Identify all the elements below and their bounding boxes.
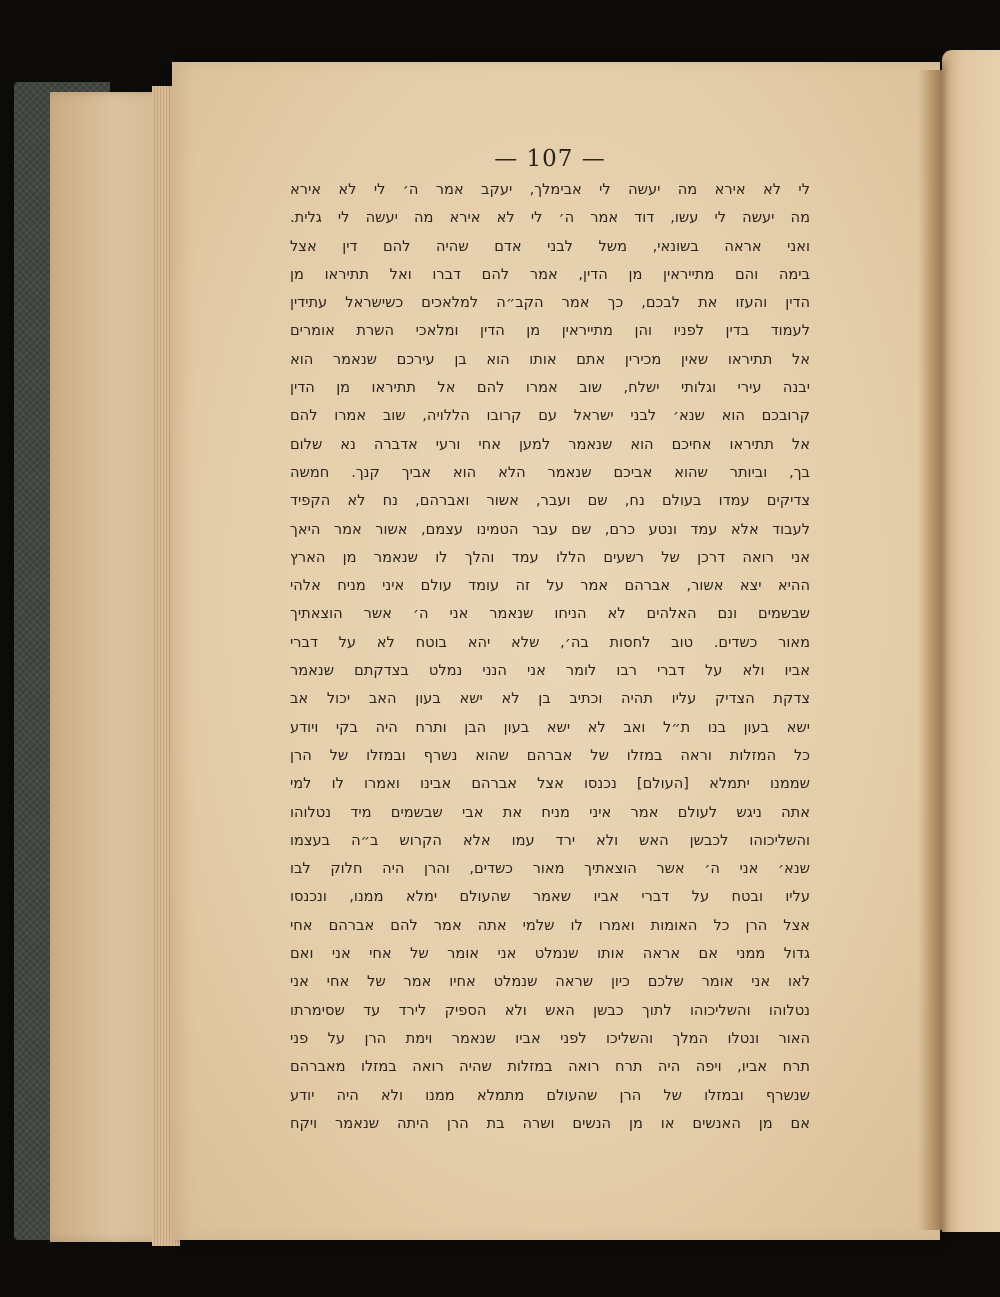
text-line: ישא בעון בנו ת״ל ואב לא ישא בעון הבן ותרח היה בקי ויודע bbox=[290, 718, 810, 736]
text-line: כל המזלות וראה במזלו של אברהם שהוא נשרף ובמזלו של הרן bbox=[290, 746, 810, 764]
text-line: תרח אביו, ויפה היה תרח רואה במזלות שהיה רואה במזלו מאברהם bbox=[290, 1058, 810, 1076]
text-line: נטלוהו והשליכוהו לתוך כבשן האש ולא הספיק לירד עד שסימרתו bbox=[290, 1001, 810, 1019]
text-line: לעבוד אלא עמד ונטע כרם, שם עבר הטמינו עצמם, אשור אמר היאך bbox=[290, 520, 810, 538]
text-line: ההיא יצא אשור, אברהם אמר על זה עומד עולם איני מניח אלהי bbox=[290, 577, 810, 595]
text-line: הדין והעזו את לבכם, כך אמר הקב״ה למלאכים כשישראל עתידין bbox=[290, 294, 810, 312]
text-line: עליו ובטח על דברי אביו שאמר שהעולם ימלא ממנו, ונכנסו bbox=[290, 888, 810, 906]
page-text bbox=[290, 176, 810, 1138]
next-page-edge bbox=[942, 50, 1000, 1232]
text-line: מאור כשדים. טוב לחסות בה׳, שלא יהא בוטח לא על דברי bbox=[290, 633, 810, 651]
text-line: לי לא אירא מה יעשה לי אבימלך, יעקב אמר ה׳ לי לא אירא bbox=[290, 181, 810, 198]
page-number: — 107 — bbox=[494, 146, 606, 172]
text-line: והשליכוהו לכבשן האש ולא ירד עמו אלא הקרוש ב״ה בעצמו bbox=[290, 831, 810, 849]
text-line: מה יעשה לי עשו, דוד אמר ה׳ לי לא אירא מה יעשה לי גלית. bbox=[290, 209, 810, 227]
text-line: אל תתיראו שאין מכירין אתם אותו הוא בן עירכם שנאמר הוא bbox=[290, 350, 810, 368]
text-line: האור ונטלו המלך והשליכו לפני אביו שנאמר וימת הרן על פני bbox=[290, 1029, 810, 1047]
text-line: בימה והם מתייראין מן הדין, אמר להם דברו ואל תתיראו מן bbox=[290, 265, 810, 283]
text-line: קרובכם הוא שנא׳ לבני ישראל עם קרובו הללויה, שוב אמרו להם bbox=[290, 407, 810, 425]
text-line: צדיקים עמדו בעולם נח, שם ועבר, אשור ואברהם, נח לא הקפיד bbox=[290, 492, 810, 510]
text-line: לעמוד בדין לפניו והן מתייראין מן הדין ומלאכי השרת אומרים bbox=[290, 322, 810, 340]
text-line: שנא׳ אני ה׳ אשר הוצאתיך מאור כשדים, והרן היה חלוק לבו bbox=[290, 860, 810, 878]
text-line: בך, וביותר שהוא אביכם שנאמר הלא הוא אביך קנך. חמשה bbox=[290, 463, 810, 481]
text-line: אני רואה דרכן של רשעים הללו עמד והלך לו שנאמר מן הארץ bbox=[290, 548, 810, 566]
text-line: יבנה עירי וגלותי ישלח, שוב אמרו להם אל תתיראו מן הדין bbox=[290, 379, 810, 397]
text-line: צדקת הצדיק עליו תהיה וכתיב בן לא ישא בעון האב יכול אב bbox=[290, 690, 810, 708]
page-gutter bbox=[918, 70, 942, 1230]
text-line: אביו ולא על דברי רבו לומר אני הנני נמלט בצדקתם שנאמר bbox=[290, 662, 810, 680]
text-line: אל תתיראו אחיכם הוא שנאמר למען אחי ורעי אדברה נא שלום bbox=[290, 435, 810, 453]
text-line: שנשרף ובמזלו של הרן שהעולם מתמלא ממנו ולא היה יודע bbox=[290, 1086, 810, 1104]
text-line: שבשמים ונם האלהים לא הניחו שנאמר אני ה׳ אשר הוצאתיך bbox=[290, 605, 810, 623]
text-line: אצל הרן כל האומות ואמרו לו שלמי אתה אמר להם אברהם אחי bbox=[290, 916, 810, 934]
text-line: אתה ניגש לעולם אמר איני מניח את אבי שבשמים מיד נטלוהו bbox=[290, 803, 810, 821]
text-line: אם מן האנשים או מן הנשים ושרה בת הרן היתה שנאמר ויקח bbox=[290, 1114, 810, 1132]
text-line: שממנו יתמלא [העולם] נכנסו אצל אברהם אבינו ואמרו לו למי bbox=[290, 775, 810, 793]
text-line: ואני אראה בשונאי, משל לבני אדם שהיה להם דין אצל bbox=[290, 237, 810, 255]
text-line: גדול ממני אם אראה אותו שנמלט אני אומר של אחי אני ואם bbox=[290, 945, 810, 963]
text-line: לאו אני אומר שלכם כיון שראה שנמלט אחיו אמר של אחי אני bbox=[290, 973, 810, 991]
